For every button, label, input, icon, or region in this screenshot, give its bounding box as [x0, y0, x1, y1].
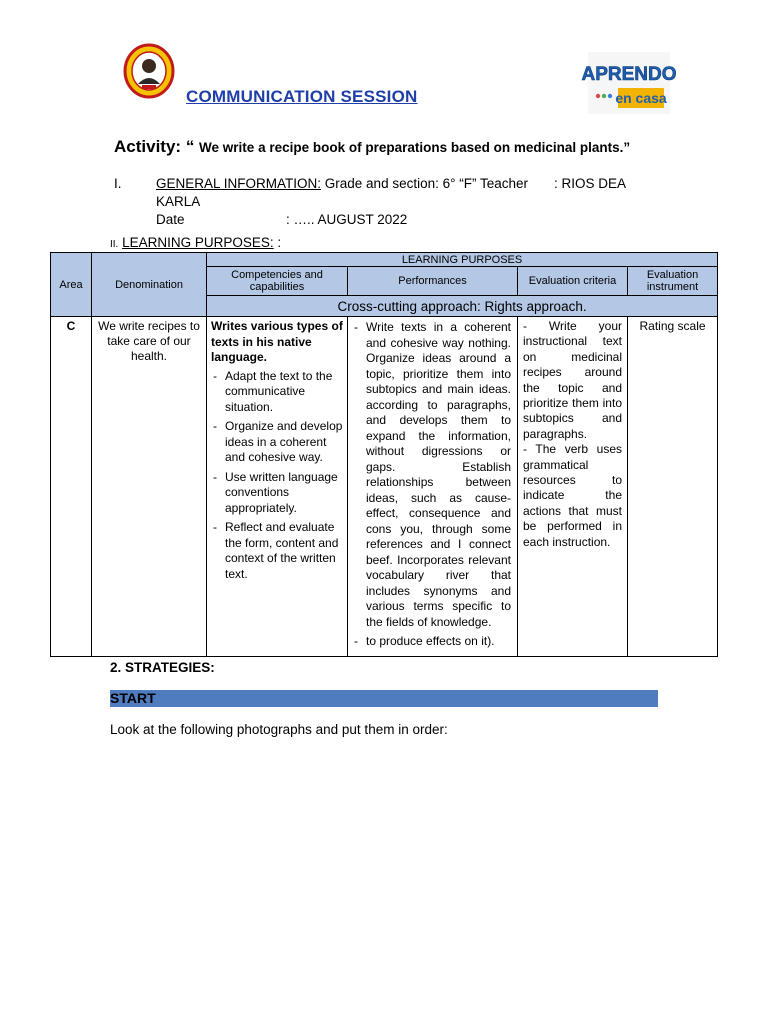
purposes-heading: II. LEARNING PURPOSES: : — [110, 235, 282, 250]
col-area: Area — [51, 253, 92, 317]
col-performances: Performances — [348, 267, 518, 296]
performance-item: - to produce effects on it). — [352, 634, 511, 650]
row-instrument: Rating scale — [628, 317, 718, 657]
aprendo-en-casa-logo — [581, 52, 677, 114]
activity-text: We write a recipe book of preparations based on medicinal plants. — [199, 140, 624, 155]
performance-item: - Write texts in a coherent and cohesive way nothing. Organize ideas around a topic, prioritize them into subtopics and main ideas. according to paragraphs, and develops them to expand the information, without digressions or gaps. Establish relationships between ideas, such as cause-effect, consequence and cons you, through some references and I connect beef. Incorporates relevant vocabulary river that includes synonyms and various terms specific to the fields of knowledge. — [352, 320, 511, 630]
general-info-label: GENERAL INFORMATION: — [156, 176, 322, 191]
row-competencies — [207, 317, 348, 657]
learning-purposes-table — [50, 252, 718, 657]
page-title: COMMUNICATION SESSION — [186, 87, 418, 106]
school-logo — [124, 44, 174, 98]
teacher-name-cont: KARLA — [156, 194, 201, 209]
purposes-numeral: II. — [110, 239, 119, 250]
cross-cutting-approach: Cross-cutting approach: Rights approach. — [207, 296, 718, 317]
capability-item: - Reflect and evaluate the form, content and context of the written text. — [211, 520, 343, 582]
capability-item: - Organize and develop ideas in a coherent and cohesive way. — [211, 419, 343, 466]
capability-item: - Use written language conventions appropriately. — [211, 470, 343, 517]
criteria-item: - Write your instructional text on medicinal recipes around the topic and prioritize them into subtopics and paragraphs. — [523, 319, 622, 441]
col-instrument: Evaluation instrument — [628, 267, 718, 296]
row-criteria — [518, 317, 628, 657]
capability-item: - Adapt the text to the communicative situation. — [211, 369, 343, 416]
capabilities-list — [211, 369, 343, 583]
date-value: : ….. AUGUST 2022 — [286, 212, 408, 227]
strategies-heading: 2. STRATEGIES: — [110, 660, 215, 675]
grade-section: Grade and section: 6° “F” Teacher — [324, 176, 529, 191]
col-denomination: Denomination — [92, 253, 207, 317]
col-criteria: Evaluation criteria — [518, 267, 628, 296]
activity-label: Activity: — [114, 137, 182, 156]
performances-list — [352, 320, 511, 650]
start-heading: START — [110, 690, 156, 706]
competency-title: Writes various types of texts in his native language. — [211, 319, 343, 364]
row-area: C — [51, 317, 92, 657]
svg-text:APRENDO: APRENDO — [581, 64, 677, 85]
activity-line — [114, 137, 630, 157]
date-label: Date — [156, 212, 185, 227]
close-quote: ” — [623, 140, 631, 155]
row-denomination: We write recipes to take care of our health. — [92, 317, 207, 657]
start-bar — [110, 690, 658, 707]
criteria-item: - The verb uses grammatical resources to indicate the actions that must be performed in each instruction. — [523, 442, 622, 549]
row-performances — [348, 317, 518, 657]
svg-text:en casa: en casa — [615, 90, 667, 106]
instruction-text: Look at the following photographs and put them in order: — [110, 722, 448, 737]
general-numeral: I. — [114, 176, 122, 191]
teacher-name: : RIOS DEA — [554, 176, 627, 191]
general-info-line — [156, 176, 528, 191]
open-quote: “ — [185, 137, 195, 156]
col-competencies: Competencies and capabilities — [207, 267, 348, 296]
learning-purposes-header: LEARNING PURPOSES — [207, 253, 718, 267]
purposes-label: LEARNING PURPOSES: — [122, 235, 274, 250]
